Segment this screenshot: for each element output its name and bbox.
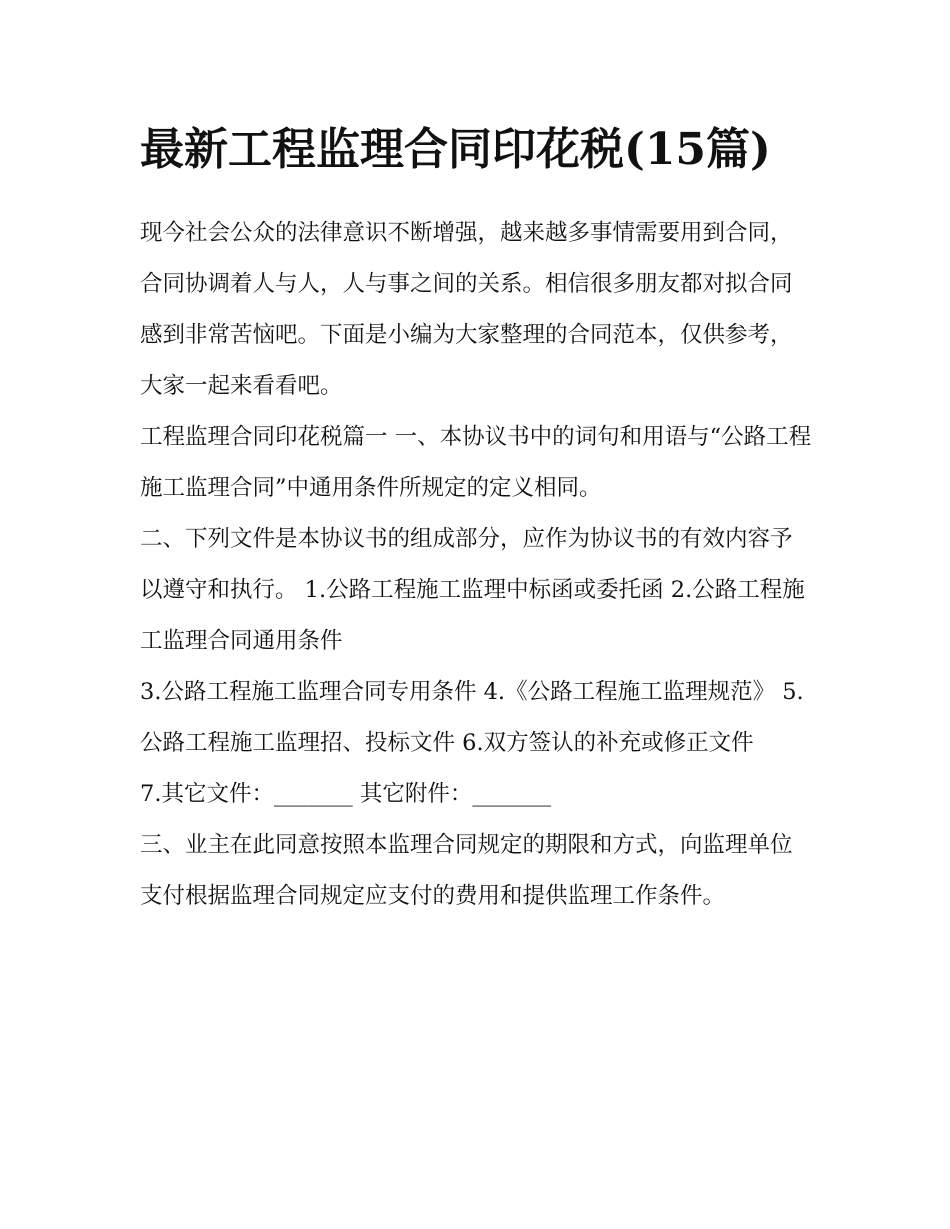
paragraph-document-list: 3.公路工程施工监理合同专用条件 4.《公路工程施工监理规范》 5.公路工程施工监理招、投标文件 6.双方签认的补充或修正文件 — [140, 679, 804, 756]
paragraph-article-3: 三、业主在此同意按照本监理合同规定的期限和方式，向监理单位支付根据监理合同规定应支付的费用和提供监理工作条件。 — [140, 832, 793, 909]
document-body — [140, 112, 812, 922]
paragraph-other-documents: 7.其它文件：_______ 其它附件：_______ — [140, 781, 552, 807]
paragraph-intro: 现今社会公众的法律意识不断增强，越来越多事情需要用到合同，合同协调着人与人，人与事之间的关系。相信很多朋友都对拟合同感到非常苦恼吧。下面是小编为大家整理的合同范本，仅供参考，大家一起来看看吧。 — [140, 220, 793, 399]
document-title: 最新工程监理合同印花税(15篇) — [140, 124, 771, 175]
paragraph-article-2: 二、下列文件是本协议书的组成部分，应作为协议书的有效内容予以遵守和执行。 1.公路工程施工监理中标函或委托函 2.公路工程施工监理合同通用条件 — [140, 526, 805, 654]
paragraph-article-1: 工程监理合同印花税篇一 一、本协议书中的词句和用语与“公路工程施工监理合同”中通用条件所规定的定义相同。 — [140, 424, 812, 501]
